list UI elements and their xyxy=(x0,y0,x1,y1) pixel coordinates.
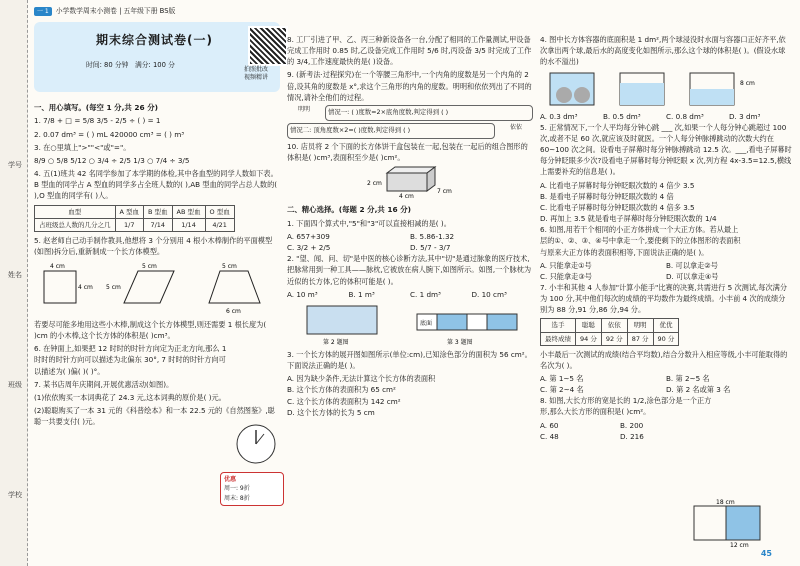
option[interactable]: B. 5.86-1.32 xyxy=(410,231,455,241)
question-4: 4. 五(1)班共 42 名同学参加了本学期的体检,其中各血型的同学人数如下表。B 型血的同学占 A 型血的同学多占全班人数的( ),AB 型血的同学占总人数的( ),O 型血的同学有( )人。 xyxy=(34,169,278,201)
dim-label: 4 cm xyxy=(399,193,414,200)
figure-2-3 xyxy=(287,300,533,346)
dim-label: 4 cm xyxy=(50,263,65,270)
figure-10-box xyxy=(287,165,533,199)
option[interactable]: A. 只能拿走①号 xyxy=(540,260,592,270)
figure-8-rectangle xyxy=(690,496,766,548)
table-cell: 1/7 xyxy=(115,218,144,231)
table-cell: 4/21 xyxy=(205,218,234,231)
option[interactable]: C. 第 2~4 名 xyxy=(540,385,584,395)
table-cell: 占班级总人数的几分之几 xyxy=(35,218,116,231)
dim-label: 6 cm xyxy=(226,308,241,315)
section-choice-title: 二、精心选择。(每题 2 分,共 16 分) xyxy=(287,205,411,215)
table-header-cell: A 型血 xyxy=(115,205,144,218)
option[interactable]: C. 比看电子屏幕时每分钟眨眼次数的 4 倍多 3.5 xyxy=(540,202,695,212)
question-7b: (2)聪聪购买了一本 31 元的《科普绘本》和一本 22.5 元的《自然图鉴》,聪聪一共要支付( )元。 xyxy=(34,406,275,427)
option[interactable]: C. 3/2 + 2/5 xyxy=(287,243,331,253)
option[interactable]: A. 60 xyxy=(540,420,559,430)
question-10: 10. 店员将 2 个下面的长方体饼干盒包装在一起,包装在一起后的组合图形的体积是( )cm³,表面积至少是( )cm²。 xyxy=(287,141,528,162)
option[interactable]: B. 可以拿走②号 xyxy=(666,260,718,270)
question-3: 3. 在○里填上">""<"或"="。 xyxy=(34,142,131,152)
table-cell: 1/14 xyxy=(172,218,205,231)
column-middle xyxy=(287,34,533,418)
question-5b: 若要尽可能多地用这些小木棒,制成这个长方体模型,则还需要 1 根长度为( )cm 的小木棒,这个长方体的体积是( )cm³。 xyxy=(34,320,267,341)
choice-5: 5. 正常情况下,一个人平均每分钟心跳 ___ 次,如果一个人每分钟心跳超过 100 次,或者不足 60 次,就应该及时就医。一个人每分钟脉搏跳动的次数大约在 60~100 次之间。设看电子屏幕时每分钟脉搏跳动 12.5 次。___,看电子屏幕时每分钟眨眼多少次?设看电子屏幕时每分钟眨眼 x 次,列方程 4x-3.5=12.5,横线上需要补充的信息是( )。 xyxy=(540,122,792,177)
option[interactable]: A. 因为缺少条件,无法计算这个长方体的表面积 xyxy=(287,374,436,384)
table-cell: 92 分 xyxy=(601,332,627,345)
choice-7-options xyxy=(540,373,792,395)
fig-caption: 第 2 题图 xyxy=(323,338,349,346)
blood-type-table xyxy=(34,205,235,232)
option[interactable]: D. 再加上 3.5 就是看电子屏幕时每分钟眨眼次数的 1/4 xyxy=(540,214,717,224)
exam-score: 满分: 100 分 xyxy=(134,61,175,69)
dim-label: 5 cm xyxy=(142,263,157,270)
table-header-cell: 明明 xyxy=(627,319,653,332)
question-1: 1. 7/8 + □ = 5/8 3/5 - 2/5 ÷ ( ) = 1 xyxy=(34,116,161,126)
q9-case-1: 情况一: ( )度数=2×底角度数,判定得到 ( ) xyxy=(325,105,533,121)
option[interactable]: C. 这个长方体的表面积为 142 cm² xyxy=(287,396,401,406)
promo-badge: 优惠 xyxy=(224,476,237,483)
option[interactable]: D. 可以拿走④号 xyxy=(666,271,719,281)
q9-dialog xyxy=(287,105,533,121)
question-8: 8. 工厂引进了甲、乙、丙三种新设备各一台,分配了相同的工作量测试,甲设备完成工作用时 0.85 时,乙设备完成工作用时 5/6 时,丙设备 3/5 时完成了工作的 3/4,工作速度最快的是( )设备。 xyxy=(287,35,532,67)
header-text: 小学数学周末小测卷 | 五年级下册 BS版 xyxy=(55,7,176,16)
figure-4-containers xyxy=(540,69,792,107)
dim-label: 4 cm xyxy=(78,284,93,291)
exam-time: 时间: 80 分钟 xyxy=(86,61,129,69)
choice-1: 1. 下面四个算式中,"5"和"3"可以直接相减的是( )。 xyxy=(287,218,451,228)
figure-5-shapes xyxy=(34,259,280,319)
table-header-cell: 选手 xyxy=(541,319,576,332)
dim-label: 7 cm xyxy=(437,188,452,196)
margin-label-name: 姓名 xyxy=(8,271,22,279)
choice-1-options xyxy=(287,231,533,253)
question-6: 6. 在钟面上,如果把 12 时时的时针方向定为正北方向,那么 1 时时的时针方向可以描述为北偏东 30°, 7 时时的时针方向可以描述为( )偏( )( )°。 xyxy=(34,344,227,376)
table-header-cell: 优优 xyxy=(653,319,679,332)
option[interactable]: B. 0.5 dm³ xyxy=(603,111,641,121)
table-cell: 94 分 xyxy=(576,332,602,345)
qr-caption: 拍照批改 视频精讲 xyxy=(244,66,269,82)
margin-label-id: 学号 xyxy=(8,161,22,169)
dim-label: 2 cm xyxy=(367,180,382,188)
section-fill-title: 一、用心填写。(每空 1 分,共 26 分) xyxy=(34,103,158,112)
promo-line1: 周一: 9折 xyxy=(224,485,250,493)
square-shape xyxy=(44,271,76,303)
table-cell: 87 分 xyxy=(627,332,653,345)
question-2: 2. 0.07 dm³ = ( ) mL 420000 cm³ = ( ) m³ xyxy=(34,129,185,139)
choice-6: 6. 如图,用若干个相同的小正方体拼成一个大正方体。若从最上层的①、②、③、④号中拿走一个,要使剩下的立体图形的表面积与原来大正方体的表面积相等,下面说法正确的是( )。 xyxy=(540,225,741,257)
table-header-cell: 血型 xyxy=(35,205,116,218)
table-cell: 最终成绩 xyxy=(541,332,576,345)
choice-8-options xyxy=(540,420,700,442)
column-right xyxy=(540,34,792,442)
option[interactable]: D. 216 xyxy=(620,431,644,441)
dim-label: 8 cm xyxy=(740,80,755,88)
fig-label: 底面 xyxy=(420,319,433,327)
option[interactable]: B. 这个长方体的表面积为 65 cm² xyxy=(287,385,396,395)
question-5: 5. 赵老师自己动手制作教具,他想将 3 个分别用 4 根小木棒制作的平面模型(如图)拆分后,重新制成一个长方体模型。 xyxy=(34,235,273,256)
q9-name: 明明 xyxy=(297,105,310,113)
option[interactable]: D. 5/7 - 3/7 xyxy=(410,243,451,253)
choice-4: 4. 图中长方体容器的底面积是 1 dm²,两个球浸没时水面与容器口正好齐平,依次拿出两个球,最后水的高度变化如图所示,那么这个球的体积是( )。(假设水球的水不溢出) xyxy=(540,35,786,67)
option[interactable]: A. 10 m³ xyxy=(287,289,318,299)
option[interactable]: A. 第 1~5 名 xyxy=(540,373,584,383)
choice-3: 3. 一个长方体的展开图如图所示(单位:cm),已知涂色部分的面积为 56 cm²。下面说法正确的是( )。 xyxy=(287,349,532,371)
dim-label: 18 cm xyxy=(716,499,735,506)
qr-code-icon[interactable] xyxy=(248,26,288,66)
exam-meta xyxy=(86,60,175,71)
table-header-cell: AB 型血 xyxy=(172,205,205,218)
question-9: 9. (新考法·过程探究)在一个等腰三角形中,一个内角的度数是另一个内角的 2 倍,设其角的度数是 x°,求这个三角形的内角的度数。明明和依依列出了不同的情况,请补全他们的过程。 xyxy=(287,70,532,102)
promo-line2: 周末: 8折 xyxy=(224,494,250,502)
table-header-cell: O 型血 xyxy=(205,205,234,218)
margin-label-school: 学校 xyxy=(8,491,22,499)
table-header-cell: B 型血 xyxy=(144,205,173,218)
choice-8: 8. 如图,大长方形的宽是长的 1/2,涂色部分是一个正方形,那么大长方形的面积是( )cm²。 xyxy=(540,396,712,417)
option[interactable]: C. 0.8 dm³ xyxy=(666,111,704,121)
column-left xyxy=(34,100,280,502)
option[interactable]: D. 3 dm³ xyxy=(729,111,761,121)
binding-margin xyxy=(0,0,28,566)
title-box xyxy=(34,22,280,92)
table-header-cell: 聪聪 xyxy=(576,319,602,332)
score-table xyxy=(540,318,679,345)
option[interactable]: B. 1 m³ xyxy=(348,289,375,299)
option[interactable]: C. 48 xyxy=(540,431,559,441)
trapezoid-shape xyxy=(209,271,260,303)
dim-label: 5 cm xyxy=(106,284,121,291)
margin-label-class: 班级 xyxy=(8,381,22,389)
option[interactable]: B. 200 xyxy=(620,420,644,430)
parallelogram-shape xyxy=(124,271,174,303)
choice-2-options xyxy=(287,289,533,300)
option[interactable]: A. 657+309 xyxy=(287,231,330,241)
option[interactable]: C. 只能拿走③号 xyxy=(540,271,592,281)
q9-dialog xyxy=(287,123,533,139)
question-7: 7. 某书店周年庆期间,开展优惠活动(如图)。 xyxy=(34,379,174,389)
choice-2: 2. "望、闻、问、切"是中医的核心诊断方法,其中"切"是通过脉象的医疗技术,把脉常用到一种工具——脉枕,它被放在病人腕下,如图所示。如图,一个脉枕为近似的长方体,它的体积可能是( )。 xyxy=(287,254,532,286)
question-7a: (1)依依购买一本词典花了 24.3 元,这本词典的原价是( )元。 xyxy=(34,392,226,402)
question-3-items: 8/9 ○ 5/8 5/12 ○ 3/4 ÷ 2/5 1/3 ○ 7/4 ÷ 3/5 xyxy=(34,155,190,165)
fig-caption: 第 3 题图 xyxy=(447,338,473,346)
q9-case-2: 情况二: 顶角度数×2=( )度数,判定得到 ( ) xyxy=(287,123,495,139)
figure-5-svg xyxy=(34,259,280,319)
exam-title: 期末综合测试卷(一) xyxy=(96,33,213,47)
q9-name: 依依 xyxy=(509,123,522,131)
clock-icon xyxy=(234,422,278,466)
option[interactable]: A. 0.3 dm³ xyxy=(540,111,578,121)
option[interactable]: B. 第 2~5 名 xyxy=(666,373,710,383)
choice-6-options xyxy=(540,260,792,282)
dim-label: 5 cm xyxy=(222,263,237,270)
choice-7: 7. 小丰和其他 4 人参加"计算小能手"比赛的决赛,共需进行 5 次测试,每次满分为 100 分,其中他们每次的成绩的平均数作为最终成绩。小丰前 4 次的成绩分别为 88 分,91 分,86 分,94 分。 xyxy=(540,282,788,315)
page-header xyxy=(34,6,175,17)
table-cell: 90 分 xyxy=(653,332,679,345)
promo-card xyxy=(220,472,284,506)
table-header-cell: 依依 xyxy=(601,319,627,332)
header-tag: 一 1 xyxy=(34,7,52,16)
option[interactable]: D. 10 cm³ xyxy=(471,289,507,299)
dim-label: 12 cm xyxy=(730,542,749,548)
option[interactable]: A. 比看电子屏幕时每分钟眨眼次数的 4 倍少 3.5 xyxy=(540,180,695,190)
option[interactable]: C. 1 dm³ xyxy=(410,289,441,299)
option[interactable]: D. 第 2 名或第 3 名 xyxy=(666,385,731,395)
table-cell: 7/14 xyxy=(144,218,173,231)
choice-4-options xyxy=(540,111,792,122)
option[interactable]: D. 这个长方体的长为 5 cm xyxy=(287,407,375,417)
option[interactable]: B. 是看电子屏幕时每分钟眨眼次数的 4 倍 xyxy=(540,191,674,201)
page-number: 45 xyxy=(760,548,772,558)
choice-7b: 小丰最后一次测试的成绩(结合平均数),结合分数升入相应等级,小丰可能取得的名次为( )。 xyxy=(540,349,788,370)
